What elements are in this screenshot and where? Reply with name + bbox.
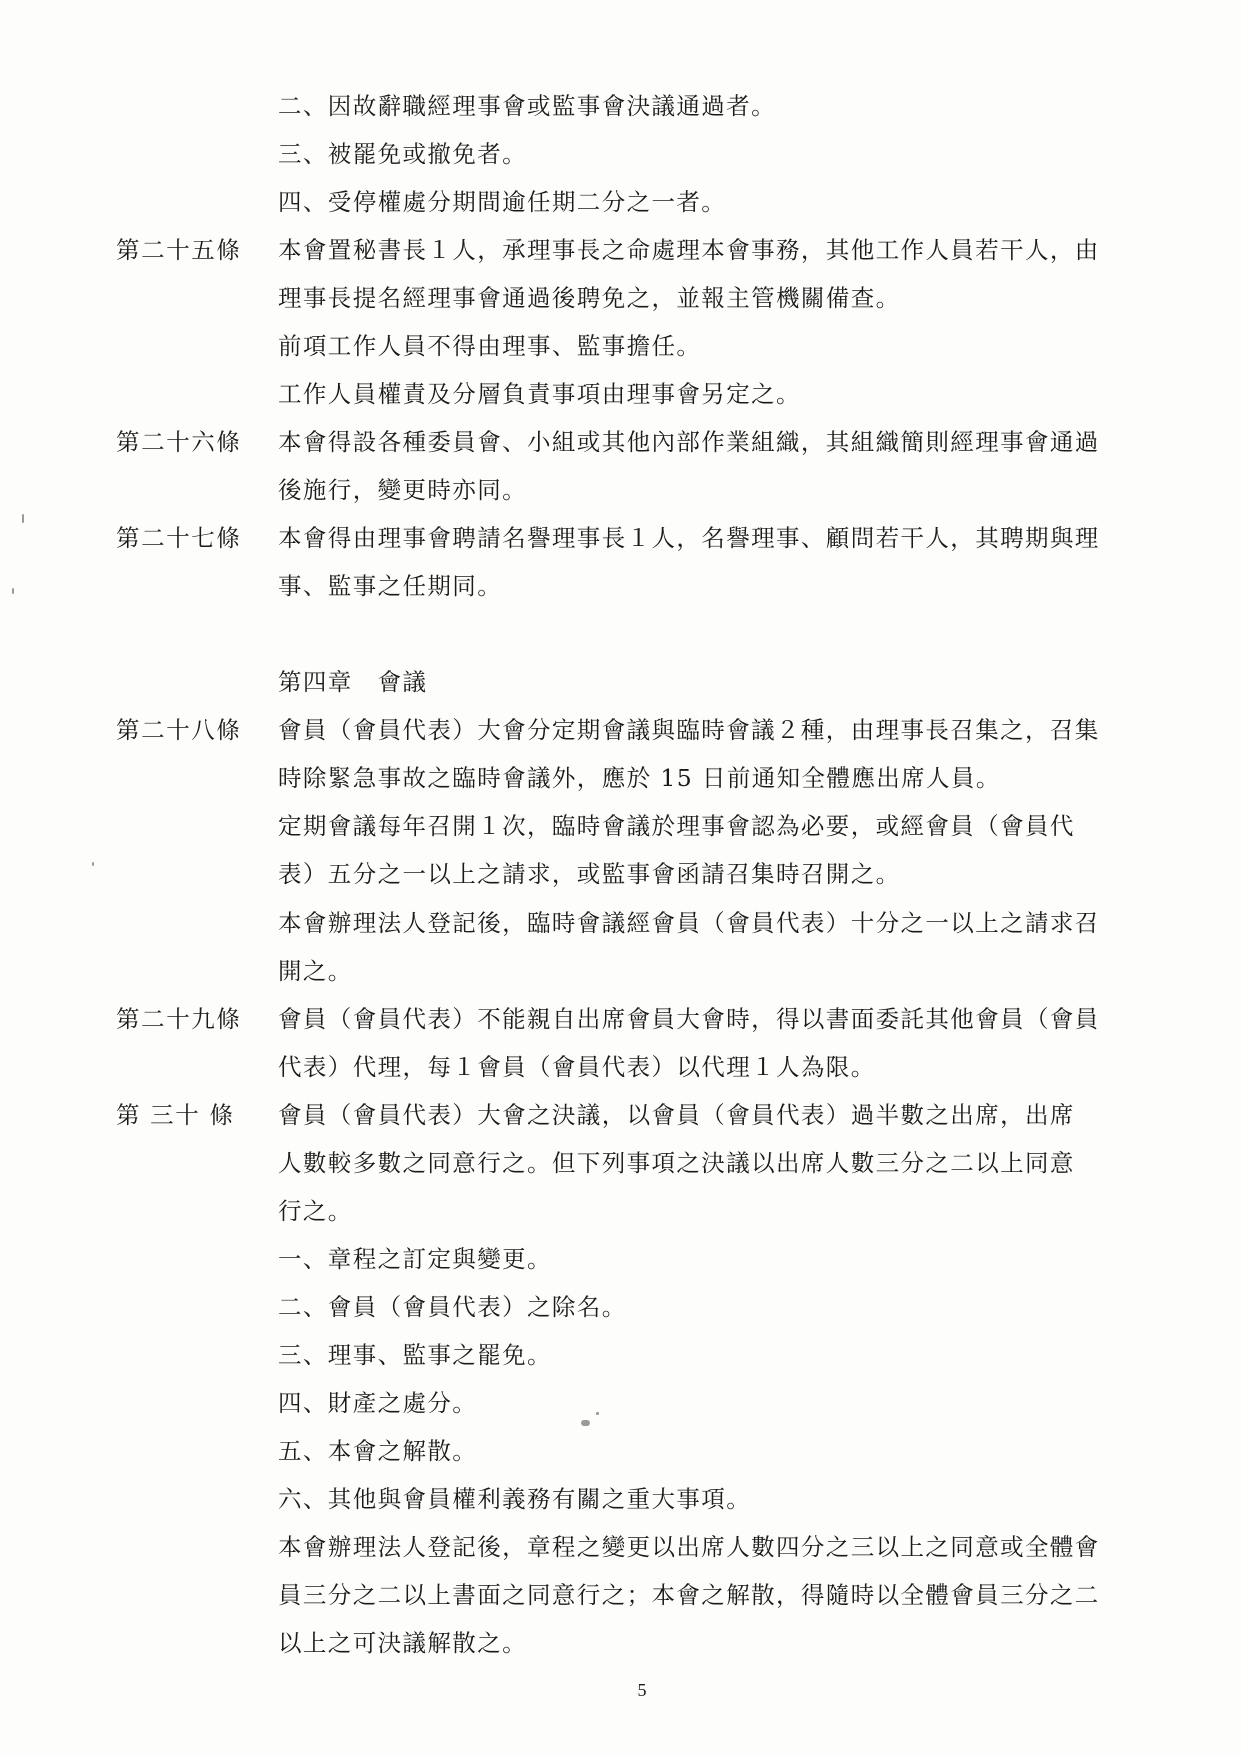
text-line: 理事長提名經理事會通過後聘免之，並報主管機關備查。 (278, 284, 901, 312)
scan-speck (12, 588, 14, 594)
scan-speck (581, 1420, 590, 1426)
article-label-30: 第 三十 條 (116, 1101, 235, 1129)
article-label-25: 第二十五條 (116, 236, 242, 264)
text-line: 本會辦理法人登記後，臨時會議經會員（會員代表）十分之一以上之請求召 (278, 909, 1100, 937)
text-line: 代表）代理，每１會員（會員代表）以代理１人為限。 (278, 1053, 876, 1081)
text-line: 會員（會員代表）不能親自出席會員大會時，得以書面委託其他會員（會員 (278, 1005, 1100, 1033)
scan-speck (22, 514, 24, 523)
text-line: 行之。 (278, 1197, 353, 1225)
article-label-28: 第二十八條 (116, 716, 242, 744)
text-line: 四、受停權處分期間逾任期二分之一者。 (278, 188, 727, 216)
text-line: 以上之可決議解散之。 (278, 1629, 527, 1657)
text-line: 五、本會之解散。 (278, 1437, 478, 1465)
text-line: 員三分之二以上書面之同意行之；本會之解散，得隨時以全體會員三分之二 (278, 1581, 1100, 1609)
text-line: 開之。 (278, 957, 353, 985)
text-line: 本會置秘書長１人，承理事長之命處理本會事務，其他工作人員若干人，由 (278, 236, 1100, 264)
text-line: 會員（會員代表）大會分定期會議與臨時會議２種，由理事長召集之，召集 (278, 716, 1100, 744)
text-line: 人數較多數之同意行之。但下列事項之決議以出席人數三分之二以上同意 (278, 1149, 1075, 1177)
text-line: 本會辦理法人登記後，章程之變更以出席人數四分之三以上之同意或全體會 (278, 1533, 1100, 1561)
text-line: 會員（會員代表）大會之決議，以會員（會員代表）過半數之出席，出席 (278, 1101, 1075, 1129)
text-line: 本會得設各種委員會、小組或其他內部作業組織，其組織簡則經理事會通過 (278, 428, 1100, 456)
text-line: 表）五分之一以上之請求，或監事會函請召集時召開之。 (278, 860, 901, 888)
text-line: 前項工作人員不得由理事、監事擔任。 (278, 332, 702, 360)
text-line: 後施行，變更時亦同。 (278, 476, 527, 504)
page-number: 5 (637, 1680, 647, 1700)
text-line: 三、被罷免或撤免者。 (278, 140, 527, 168)
text-line: 工作人員權責及分層負責事項由理事會另定之。 (278, 380, 801, 408)
text-line: 二、會員（會員代表）之除名。 (278, 1293, 627, 1321)
scan-speck (92, 862, 94, 866)
text-line: 時除緊急事故之臨時會議外，應於 15 日前通知全體應出席人員。 (278, 764, 1001, 792)
text-line: 三、理事、監事之罷免。 (278, 1341, 552, 1369)
text-line: 本會得由理事會聘請名譽理事長１人，名譽理事、顧問若干人，其聘期與理 (278, 524, 1100, 552)
scan-speck (596, 1412, 599, 1415)
article-label-26: 第二十六條 (116, 428, 242, 456)
article-label-29: 第二十九條 (116, 1005, 242, 1033)
text-line: 事、監事之任期同。 (278, 572, 503, 600)
text-line: 四、財產之處分。 (278, 1389, 478, 1417)
article-label-27: 第二十七條 (116, 524, 242, 552)
text-line: 二、因故辭職經理事會或監事會決議通過者。 (278, 92, 776, 120)
chapter-heading: 第四章 會議 (278, 668, 428, 696)
text-line: 定期會議每年召開１次，臨時會議於理事會認為必要，或經會員（會員代 (278, 812, 1075, 840)
text-line: 一、章程之訂定與變更。 (278, 1245, 552, 1273)
text-line: 六、其他與會員權利義務有關之重大事項。 (278, 1485, 752, 1513)
